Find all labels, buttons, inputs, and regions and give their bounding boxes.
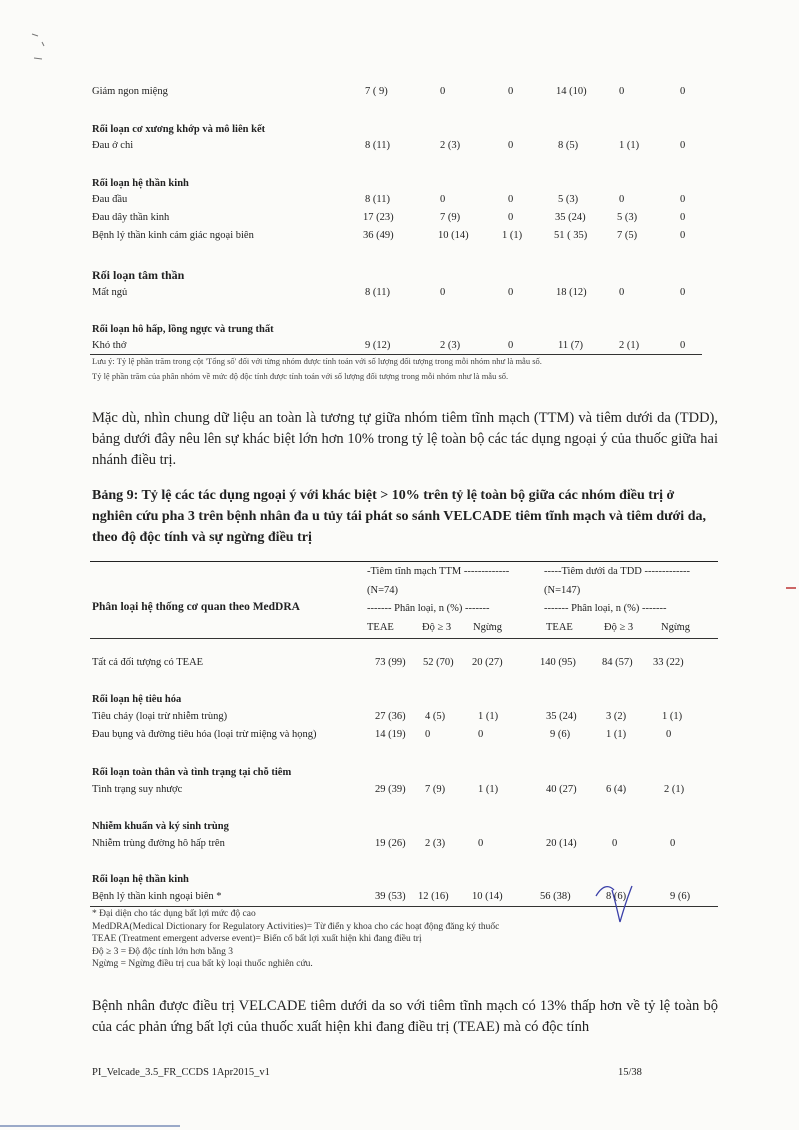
cell: 14 (19) xyxy=(375,729,406,740)
cell: 39 (53) xyxy=(375,891,406,902)
cell: 0 xyxy=(508,287,514,298)
cell: 7 (9) xyxy=(440,212,461,223)
cell: 10 (14) xyxy=(472,891,503,902)
section-title: Rối loạn cơ xương khớp và mô liên kết xyxy=(92,124,266,135)
cell: 12 (16) xyxy=(418,891,449,902)
subheader-tdd: ------- Phân loại, n (%) ------- xyxy=(544,603,667,614)
cell: 0 xyxy=(680,86,686,97)
cell: 1 (1) xyxy=(606,729,627,740)
row-label: Tình trạng suy nhược xyxy=(92,784,183,795)
scan-speck-icon xyxy=(28,28,58,78)
cell: 0 xyxy=(666,729,672,740)
row-label: Giảm ngon miệng xyxy=(92,86,168,97)
cell: 7 (5) xyxy=(617,230,638,241)
cell: 0 xyxy=(440,86,446,97)
note: Ngừng = Ngừng điều trị cua bất kỳ loại thuốc nghiên cứu. xyxy=(92,959,313,969)
cell: 0 xyxy=(478,729,484,740)
scan-edge-mark xyxy=(786,587,796,589)
cell: 1 (1) xyxy=(662,711,683,722)
cell: 51 ( 35) xyxy=(554,230,588,241)
footer-doc-id: PI_Velcade_3.5_FR_CCDS 1Apr2015_v1 xyxy=(92,1067,270,1078)
body-paragraph: Mặc dù, nhìn chung dữ liệu an toàn là tương tự giữa nhóm tiêm tĩnh mạch (TTM) và tiêm dưới da (TDD), bảng dưới đây nêu lên sự khác biệt lớn hơn 10% trong tỷ lệ toàn bộ các tác dụng ngoại ý của thuốc giữa hai nhánh điều trị. xyxy=(92,410,718,468)
cell: 0 xyxy=(619,194,625,205)
group-header-tdd: -----Tiêm dưới da TDD ------------- xyxy=(544,566,690,577)
col-header: TEAE xyxy=(367,622,394,633)
cell: 52 (70) xyxy=(423,657,454,668)
row-label: Đau bụng và đường tiêu hóa (loại trừ miệng và họng) xyxy=(92,729,317,740)
cell: 14 (10) xyxy=(556,86,587,97)
cell: 3 (2) xyxy=(606,711,627,722)
row-header: Phân loại hệ thống cơ quan theo MedDRA xyxy=(92,601,300,613)
group-header-ttm: -Tiêm tĩnh mạch TTM ------------- xyxy=(367,566,510,577)
cell: 29 (39) xyxy=(375,784,406,795)
cell: 1 (1) xyxy=(478,784,499,795)
row-label: Tất cả đối tượng có TEAE xyxy=(92,657,204,668)
cell: 1 (1) xyxy=(478,711,499,722)
cell: 4 (5) xyxy=(425,711,446,722)
cell: 0 xyxy=(680,340,686,351)
row-label: Tiêu chảy (loại trừ nhiễm trùng) xyxy=(92,711,228,722)
col-header: Độ ≥ 3 xyxy=(604,622,634,633)
scan-edge-line xyxy=(0,1125,180,1127)
cell: 0 xyxy=(619,287,625,298)
table-bottom-rule xyxy=(90,354,702,355)
cell: 0 xyxy=(680,212,686,223)
cell: 8 (6) xyxy=(606,891,627,902)
cell: 0 xyxy=(619,86,625,97)
cell: 9 (6) xyxy=(550,729,571,740)
body-paragraph: Bệnh nhân được điều trị VELCADE tiêm dưới da so với tiêm tĩnh mạch có 13% thấp hơn về tỷ lệ toàn bộ của các phản ứng bất lợi của thuốc xuất hiện khi đang điều trị (TEAE) mà có độc tính xyxy=(92,998,718,1035)
note: * Đại diện cho tác dụng bất lợi mức độ cao xyxy=(92,909,256,919)
cell: 20 (14) xyxy=(546,838,577,849)
cell: 0 xyxy=(425,729,431,740)
row-label: Đau dây thần kinh xyxy=(92,212,170,223)
header-rule xyxy=(90,638,718,639)
cell: 9 (6) xyxy=(670,891,691,902)
cell: 0 xyxy=(440,194,446,205)
row-label: Đau đầu xyxy=(92,194,128,205)
cell: 8 (11) xyxy=(365,140,390,151)
cell: 7 ( 9) xyxy=(365,86,388,97)
cell: 36 (49) xyxy=(363,230,394,241)
section-title: Rối loạn tâm thần xyxy=(92,268,185,282)
cell: 5 (3) xyxy=(617,212,638,223)
cell: 0 xyxy=(680,230,686,241)
col-header: TEAE xyxy=(546,622,573,633)
cell: 19 (26) xyxy=(375,838,406,849)
cell: 140 (95) xyxy=(540,657,576,668)
cell: 17 (23) xyxy=(363,212,394,223)
cell: 0 xyxy=(478,838,484,849)
row-label: Mất ngủ xyxy=(92,287,128,298)
table-notes xyxy=(92,356,712,382)
note: Tỷ lệ phần trăm của phân nhóm về mức độ độc tính được tính toán với số lượng đối tượng trong mỗi nhóm như là mẫu số. xyxy=(92,371,509,381)
note: Độ ≥ 3 = Độ độc tính lớn hơn bằng 3 xyxy=(92,946,233,957)
cell: 9 (12) xyxy=(365,340,391,351)
cell: 7 (9) xyxy=(425,784,446,795)
section-title: Rối loạn toàn thân và tình trạng tại chỗ tiêm xyxy=(92,767,292,778)
cell: 35 (24) xyxy=(555,212,586,223)
cell: 8 (11) xyxy=(365,194,390,205)
cell: 6 (4) xyxy=(606,784,627,795)
cell: 2 (3) xyxy=(425,838,446,849)
cell: 0 xyxy=(508,140,514,151)
cell: 11 (7) xyxy=(558,340,583,351)
cell: 1 (1) xyxy=(502,230,523,241)
cell: 2 (3) xyxy=(440,340,461,351)
cell: 2 (1) xyxy=(664,784,685,795)
cell: 0 xyxy=(612,838,618,849)
cell: 8 (11) xyxy=(365,287,390,298)
section-title: Rối loạn hệ tiêu hóa xyxy=(92,694,182,705)
row-label: Nhiễm trùng đường hô hấp trên xyxy=(92,838,225,849)
section-title: Rối loạn hô hấp, lồng ngực và trung thất xyxy=(92,324,274,335)
cell: 0 xyxy=(680,194,686,205)
cell: 5 (3) xyxy=(558,194,579,205)
section-title: Rối loạn hệ thần kinh xyxy=(92,178,189,189)
subheader-ttm: ------- Phân loại, n (%) ------- xyxy=(367,603,490,614)
cell: 1 (1) xyxy=(619,140,640,151)
cell: 10 (14) xyxy=(438,230,469,241)
row-label: Khó thở xyxy=(92,340,127,351)
note: TEAE (Treatment emergent adverse event)= Biến cố bất lợi xuất hiện khi đang điều trị xyxy=(92,934,422,944)
cell: 84 (57) xyxy=(602,657,633,668)
col-header: Ngừng xyxy=(473,622,503,633)
note: Lưu ý: Tỷ lệ phần trăm trong cột 'Tổng số' đối với từng nhóm được tính toán với số lượng đối tượng trong mỗi nhóm như là mẫu số. xyxy=(92,356,542,366)
n-ttm: (N=74) xyxy=(367,585,398,596)
cell: 33 (22) xyxy=(653,657,684,668)
cell: 0 xyxy=(440,287,446,298)
cell: 18 (12) xyxy=(556,287,587,298)
cell: 2 (1) xyxy=(619,340,640,351)
cell: 0 xyxy=(508,194,514,205)
footer-page-number: 15/38 xyxy=(618,1067,642,1078)
cell: 56 (38) xyxy=(540,891,571,902)
row-label: Đau ở chi xyxy=(92,140,134,151)
table-notes xyxy=(92,908,712,971)
cell: 0 xyxy=(680,140,686,151)
cell: 0 xyxy=(508,340,514,351)
row-label: Bệnh lý thần kinh ngoại biên * xyxy=(92,891,222,902)
cell: 0 xyxy=(508,86,514,97)
col-header: Độ ≥ 3 xyxy=(422,622,452,633)
section-title: Nhiễm khuẩn và ký sinh trùng xyxy=(92,821,229,832)
cell: 0 xyxy=(680,287,686,298)
cell: 73 (99) xyxy=(375,657,406,668)
cell: 8 (5) xyxy=(558,140,579,151)
table-caption: Bảng 9: Tỷ lệ các tác dụng ngoại ý với khác biệt > 10% trên tỷ lệ toàn bộ giữa các nhóm điều trị ở nghiên cứu pha 3 trên bệnh nhân đa u tủy tái phát so sánh VELCADE tiêm tĩnh mạch và tiêm dưới da, theo độ độc tính và sự ngừng điều trị xyxy=(92,488,706,545)
cell: 27 (36) xyxy=(375,711,406,722)
cell: 2 (3) xyxy=(440,140,461,151)
section-title: Rối loạn hệ thần kinh xyxy=(92,874,189,885)
col-header: Ngừng xyxy=(661,622,691,633)
cell: 40 (27) xyxy=(546,784,577,795)
table-top-rule xyxy=(90,561,718,562)
n-tdd: (N=147) xyxy=(544,585,581,596)
row-label: Bệnh lý thần kinh cảm giác ngoại biên xyxy=(92,230,254,241)
cell: 35 (24) xyxy=(546,711,577,722)
cell: 0 xyxy=(508,212,514,223)
note: MedDRA(Medical Dictionary for Regulatory Activities)= Từ điển y khoa cho các hoạt động đăng ký thuốc xyxy=(92,921,500,932)
cell: 20 (27) xyxy=(472,657,503,668)
cell: 0 xyxy=(670,838,676,849)
